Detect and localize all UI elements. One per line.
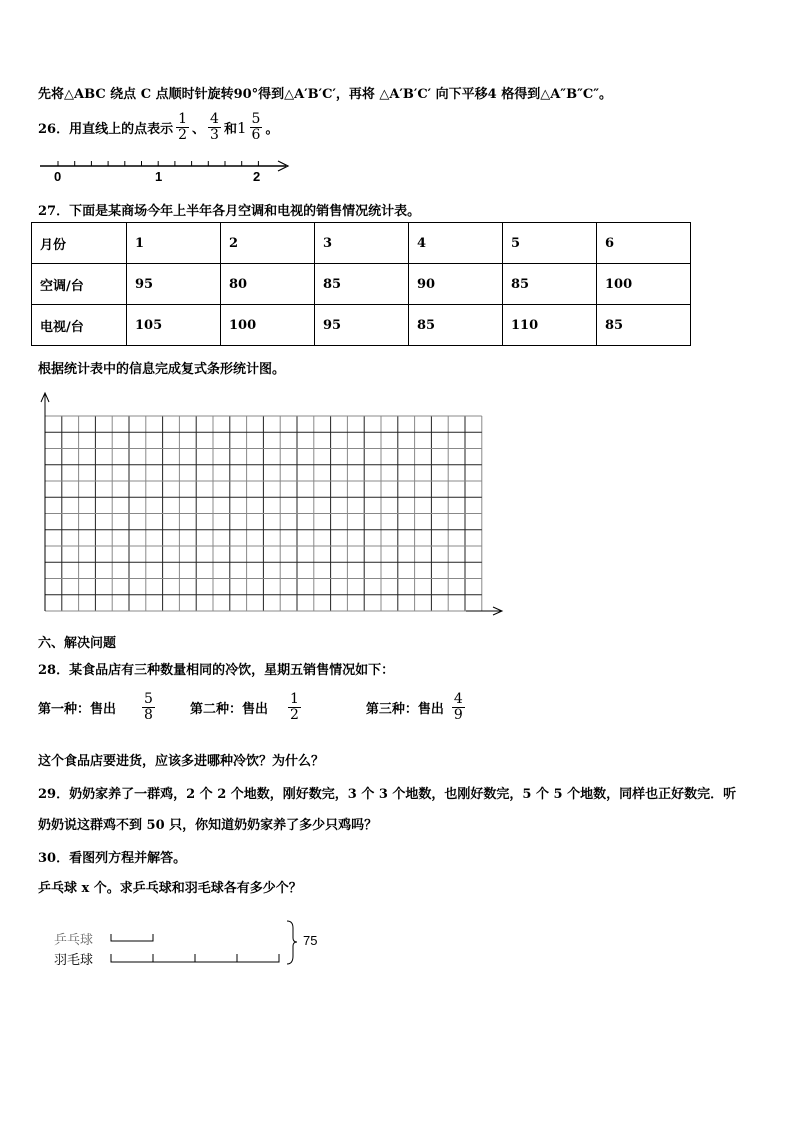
table-cell: 月份 [32, 223, 127, 264]
table-cell: 95 [127, 264, 221, 305]
table-cell: 85 [315, 264, 409, 305]
table-cell: 90 [409, 264, 503, 305]
table-row [32, 223, 691, 264]
item-label: 第一种：售出 [38, 702, 117, 717]
question-28: 28．某食品店有三种数量相同的冷饮，星期五销售情况如下： [38, 663, 395, 678]
table-cell: 5 [503, 223, 597, 264]
table-cell: 空调/台 [32, 264, 127, 305]
and-text: 和 [223, 122, 237, 137]
table-cell: 110 [503, 305, 597, 346]
table-cell: 电视/台 [32, 305, 127, 346]
table-row [32, 264, 691, 305]
question-30-sub: 乒乓球 x 个。求乒乓球和羽毛球各有多少个？ [38, 881, 302, 896]
table-cell: 1 [127, 223, 221, 264]
segment-diagram [100, 918, 300, 968]
fraction: $\frac{4}{3}$ [210, 111, 219, 143]
total-label: 75 [303, 933, 318, 948]
sales-table [31, 222, 691, 346]
blank-bar-chart-grid [36, 390, 506, 620]
period: 。 [265, 122, 279, 137]
table-cell: 100 [597, 264, 691, 305]
fraction: $\frac{1}{2}$ [289, 691, 299, 723]
table-cell: 85 [503, 264, 597, 305]
label-pingpong: 乒乓球 [54, 932, 94, 947]
axis-label: 2 [253, 169, 261, 184]
question-26 [38, 112, 278, 143]
fraction: $\frac{5}{8}$ [144, 691, 153, 723]
fraction: $\frac{4}{9}$ [453, 691, 463, 723]
question-29-line2: 奶奶说这群鸡不到 50 只，你知道奶奶家养了多少只鸡吗？ [38, 818, 378, 833]
fraction: $\frac{5}{6}$ [251, 111, 261, 143]
table-row [32, 305, 691, 346]
axis-label: 0 [54, 169, 62, 184]
table-cell: 6 [597, 223, 691, 264]
question-27: 27．下面是某商场今年上半年各月空调和电视的销售情况统计表。 [38, 204, 421, 219]
intro-line: 先将△ABC 绕点 C 点顺时针旋转90°得到△A′B′C′，再将 △A′B′C′ 向下平移4 格得到△A″B″C″。 [38, 87, 613, 102]
table-cell: 105 [127, 305, 221, 346]
table-cell: 3 [315, 223, 409, 264]
question-29-line1: 29．奶奶家养了一群鸡，2 个 2 个地数，刚好数完，3 个 3 个地数，也刚好数完，5 个 5 个地数，同样也正好数完．听 [38, 787, 737, 802]
table-cell: 100 [221, 305, 315, 346]
table-cell: 85 [597, 305, 691, 346]
table-cell: 80 [221, 264, 315, 305]
whole-number: 1 [236, 118, 247, 137]
chart-instruction: 根据统计表中的信息完成复式条形统计图。 [38, 362, 286, 377]
item-label: 第二种：售出 [189, 702, 268, 717]
axis-label: 1 [155, 169, 163, 184]
question-30: 30．看图列方程并解答。 [38, 851, 187, 866]
section-heading: 六、解决问题 [38, 636, 117, 651]
label-badminton: 羽毛球 [54, 952, 94, 967]
table-cell: 85 [409, 305, 503, 346]
fraction: $\frac{1}{2}$ [178, 111, 188, 143]
table-cell: 4 [409, 223, 503, 264]
q28-items [38, 692, 468, 723]
q26-text: 26．用直线上的点表示 [38, 122, 174, 137]
table-cell: 2 [221, 223, 315, 264]
item-label: 第三种：售出 [365, 702, 444, 717]
q28-question: 这个食品店要进货，应该多进哪种冷饮？为什么？ [38, 754, 325, 769]
table-cell: 95 [315, 305, 409, 346]
separator: 、 [192, 122, 206, 137]
